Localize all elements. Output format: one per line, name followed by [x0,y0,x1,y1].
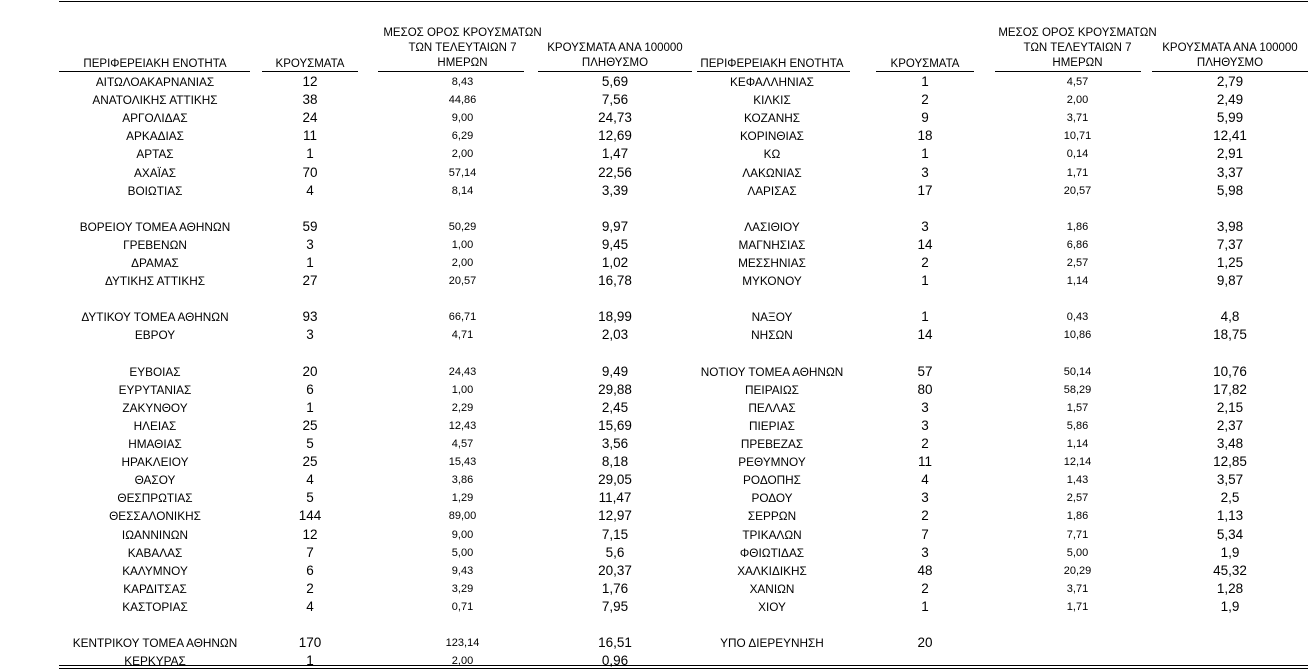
cell-cases [260,616,360,634]
cell-cases: 57 [917,363,933,379]
cell-avg: 8,43 [451,76,474,88]
cell-cases: 6 [306,381,314,397]
cell-region: ΔΡΑΜΑΣ [131,256,179,270]
header-per100k-line2: ΠΛΗΘΥΣΜΟ [1196,57,1264,69]
cell-cases: 1 [306,146,314,162]
cell-region: ΔΥΤΙΚΟΥ ΤΟΜΕΑ ΑΘΗΝΩΝ [81,310,229,325]
cell-per100k [1150,616,1310,634]
cell-avg: 50,14 [1063,365,1092,378]
cell-per100k: 0,96 [601,653,629,669]
cell-per100k: 3,39 [601,182,629,198]
cell-per100k: 2,15 [1216,399,1244,415]
cell-region: ΖΑΚΥΝΘΟΥ [122,400,188,415]
cell-per100k: 3,98 [1216,218,1244,234]
cell-avg: 2,57 [1066,257,1089,269]
cell-cases: 24 [302,110,318,126]
cell-region: ΡΟΔΟΠΗΣ [743,473,801,488]
cell-per100k: 9,45 [601,236,629,252]
cell-cases [260,200,360,218]
cell-per100k: 7,95 [601,598,629,614]
cell-avg: 6,29 [451,130,474,143]
cell-cases: 7 [921,526,929,542]
cell-per100k [1150,200,1310,218]
cell-avg: 58,29 [1063,383,1092,396]
cell-cases: 3 [306,327,314,343]
cell-per100k: 1,9 [1220,544,1240,560]
cell-per100k: 22,56 [598,164,632,180]
cell-avg: 20,57 [448,275,477,288]
header-underline-right-region [697,71,850,72]
cell-per100k: 12,85 [1213,454,1247,470]
cell-per100k: 29,05 [598,472,632,488]
cell-region: ΝΗΣΩΝ [751,328,793,343]
cell-per100k: 2,03 [601,327,629,343]
cell-avg: 5,86 [1066,419,1089,432]
cell-cases: 2 [306,580,314,596]
cell-region [60,290,250,308]
cell-region: ΑΧΑΪΑΣ [133,165,177,180]
cell-region: ΤΡΙΚΑΛΩΝ [742,527,802,542]
cell-cases: 11 [917,454,932,470]
cell-per100k: 16,78 [598,273,632,289]
cell-per100k: 1,13 [1216,508,1244,524]
cell-per100k: 18,99 [598,309,632,325]
cell-avg: 0,14 [1066,148,1089,161]
cell-cases: 20 [917,635,933,651]
cell-region [697,616,847,634]
cell-cases: 12 [302,526,318,542]
header-underline-left-region [59,71,250,72]
cell-avg: 1,71 [1066,166,1089,179]
cell-cases: 14 [917,236,933,252]
cell-per100k [1150,634,1310,652]
cell-region: ΦΘΙΩΤΙΔΑΣ [739,545,805,560]
cell-region: ΚΑΣΤΟΡΙΑΣ [122,599,188,614]
header-region: ΠΕΡΙΦΕΡΕΙΑΚΗ ΕΝΟΤΗΤΑ [700,58,844,70]
header-avg-line2: ΤΩΝ ΤΕΛΕΥΤΑΙΩΝ 7 [1023,42,1132,54]
cell-cases: 27 [302,273,318,289]
cell-avg: 4,57 [451,438,474,450]
cell-region: ΜΥΚΟΝΟΥ [742,274,802,289]
cell-avg: 0,71 [451,600,474,613]
cell-cases: 3 [306,236,314,252]
cell-cases: 25 [302,417,318,433]
cell-per100k: 1,25 [1216,255,1244,270]
cell-region: ΠΡΕΒΕΖΑΣ [740,437,804,451]
cell-avg: 12,43 [448,419,477,432]
cell-per100k: 29,88 [598,381,632,397]
cell-avg: 5,00 [1066,546,1089,559]
cell-region: ΣΕΡΡΩΝ [747,509,797,524]
cell-region: ΔΥΤΙΚΗΣ ΑΤΤΙΚΗΣ [104,274,206,289]
cell-avg: 20,29 [1063,564,1092,577]
cell-cases: 80 [917,381,933,397]
cell-region: ΑΙΤΩΛΟΑΚΑΡΝΑΝΙΑΣ [95,75,215,89]
cell-cases: 7 [306,544,314,560]
cell-region: ΠΙΕΡΙΑΣ [749,418,795,433]
cell-per100k: 7,37 [1216,236,1244,252]
cell-cases: 4 [306,472,314,488]
cell-per100k: 11,47 [598,490,632,506]
cell-cases: 144 [298,508,322,524]
cell-region: ΓΡΕΒΕΝΩΝ [123,237,187,252]
cell-per100k: 2,5 [1220,490,1240,506]
table-bottom-border [59,665,1308,666]
header-underline-left-avg [378,71,524,72]
cell-region: ΘΑΣΟΥ [134,473,176,488]
cell-region [697,200,847,218]
cell-region: ΗΜΑΘΙΑΣ [128,437,182,451]
cell-region: ΑΡΚΑΔΙΑΣ [126,129,184,144]
cell-per100k: 2,79 [1216,74,1244,89]
cell-region: ΘΕΣΠΡΩΤΙΑΣ [117,491,193,506]
cell-cases: 1 [306,653,314,669]
cell-per100k: 8,18 [601,454,629,470]
cell-cases: 1 [306,399,314,415]
cell-cases [260,345,360,363]
cell-per100k: 7,15 [601,526,629,542]
cell-cases: 1 [306,255,314,270]
cell-avg: 7,71 [1066,528,1089,541]
cell-per100k: 9,49 [601,363,629,379]
cell-per100k [535,616,695,634]
cell-avg: 3,71 [1066,582,1089,595]
cell-cases [875,616,975,634]
cell-cases: 1 [921,598,929,614]
cell-per100k: 10,76 [1213,363,1247,379]
cell-avg: 10,71 [1063,130,1092,143]
header-per100k-line1: ΚΡΟΥΣΜΑΤΑ ΑΝΑ 100000 [1162,42,1298,54]
cell-per100k: 2,45 [601,399,629,415]
cell-region: ΚΑΒΑΛΑΣ [127,545,183,560]
cell-avg: 1,00 [451,383,474,396]
cell-region: ΛΑΣΙΘΙΟΥ [744,219,800,234]
cell-region: ΠΕΛΛΑΣ [748,400,796,415]
cell-avg: 1,71 [1066,600,1089,613]
cell-cases: 3 [921,417,929,433]
cell-per100k [1150,345,1310,363]
cell-region: ΚΙΛΚΙΣ [753,93,791,108]
cell-cases: 38 [302,92,318,108]
cell-avg: 1,29 [451,492,474,505]
cell-avg: 123,14 [445,637,480,650]
cell-region: ΛΑΚΩΝΙΑΣ [742,165,802,180]
header-avg-line3: ΗΜΕΡΩΝ [437,57,488,69]
cell-per100k: 5,98 [1216,182,1244,198]
cell-region: ΒΟΙΩΤΙΑΣ [127,183,183,198]
cell-cases: 3 [921,544,929,560]
cell-per100k: 7,56 [601,92,629,108]
cell-region: ΗΡΑΚΛΕΙΟΥ [121,455,189,470]
cell-cases: 2 [921,436,929,451]
cell-avg: 2,00 [1066,94,1089,107]
cell-per100k: 1,28 [1216,580,1244,596]
cell-per100k: 2,37 [1216,417,1244,433]
cell-per100k: 2,49 [1216,92,1244,108]
header-cases: ΚΡΟΥΣΜΑΤΑ [275,58,345,70]
cell-cases: 2 [921,92,929,108]
cell-cases: 170 [298,635,322,651]
cell-cases [875,200,975,218]
cell-region [60,345,250,363]
cell-per100k: 9,87 [1216,273,1244,289]
cell-region: ΕΥΡΥΤΑΝΙΑΣ [118,382,192,397]
cell-per100k: 3,57 [1216,472,1244,488]
cell-cases: 9 [921,110,929,126]
cell-avg: 8,14 [451,184,474,197]
cell-per100k: 5,6 [605,544,625,560]
cell-per100k [535,345,695,363]
cell-cases: 3 [921,399,929,415]
cell-region: ΚΑΛΥΜΝΟΥ [122,563,188,578]
cell-avg [380,290,545,308]
cell-per100k: 16,51 [598,635,632,651]
cell-cases: 4 [306,182,314,198]
header-avg-line1: ΜΕΣΟΣ ΟΡΟΣ ΚΡΟΥΣΜΑΤΩΝ [383,27,542,39]
cell-per100k: 1,9 [1220,598,1240,614]
cell-per100k: 12,69 [598,128,632,144]
cell-avg: 3,71 [1066,112,1089,125]
cell-per100k: 2,91 [1216,146,1244,162]
cell-per100k [535,290,695,308]
cell-region: ΡΕΘΥΜΝΟΥ [738,455,806,470]
cell-region: ΚΕΝΤΡΙΚΟΥ ΤΟΜΕΑ ΑΘΗΝΩΝ [72,636,238,651]
cell-avg: 2,29 [451,401,474,414]
cell-cases: 3 [921,164,929,180]
cell-per100k: 1,02 [601,255,629,270]
cell-avg: 0,43 [1066,311,1089,324]
cell-avg: 5,00 [451,546,474,559]
cell-region: ΙΩΑΝΝΙΝΩΝ [121,527,189,542]
cell-avg: 1,86 [1066,220,1089,233]
cell-avg: 1,57 [1066,401,1089,414]
cell-avg: 9,00 [451,528,474,541]
cell-per100k: 3,48 [1216,436,1244,451]
cell-per100k: 24,73 [598,110,632,126]
cell-region: ΒΟΡΕΙΟΥ ΤΟΜΕΑ ΑΘΗΝΩΝ [79,219,231,234]
cell-avg: 20,57 [1063,184,1092,197]
cell-region: ΜΕΣΣΗΝΙΑΣ [738,256,806,270]
cell-region: ΗΛΕΙΑΣ [133,418,177,433]
cell-region: ΚΑΡΔΙΤΣΑΣ [123,581,187,596]
cell-region: ΡΟΔΟΥ [751,491,793,506]
cell-per100k: 20,37 [598,562,632,578]
cell-avg: 4,71 [451,329,474,342]
cell-cases [875,345,975,363]
header-avg-line2: ΤΩΝ ΤΕΛΕΥΤΑΙΩΝ 7 [408,42,517,54]
cell-region: ΚΩ [763,147,781,162]
cell-avg: 10,86 [1063,329,1092,342]
cell-region: ΛΑΡΙΣΑΣ [747,183,797,198]
cell-per100k: 15,69 [598,417,632,433]
cell-cases: 93 [302,309,318,325]
cell-avg [380,345,545,363]
cell-avg [380,616,545,634]
header-underline-left-per100k [538,71,692,72]
cell-avg: 9,43 [451,564,474,577]
cell-avg: 89,00 [448,510,477,523]
cell-per100k: 45,32 [1213,562,1247,578]
cell-cases [260,290,360,308]
cell-avg [995,290,1160,308]
cell-cases: 2 [921,580,929,596]
cell-avg: 4,57 [1066,76,1089,88]
cell-region: ΘΕΣΣΑΛΟΝΙΚΗΣ [109,509,201,524]
cell-cases: 5 [306,436,314,451]
cell-avg [995,200,1160,218]
cell-region: ΕΥΒΟΙΑΣ [129,364,181,379]
cell-cases: 3 [921,490,929,506]
cell-avg: 2,00 [451,655,474,668]
cell-per100k: 1,76 [601,580,629,596]
cell-region: ΑΡΓΟΛΙΔΑΣ [122,111,188,126]
cell-per100k: 3,37 [1216,164,1244,180]
cell-cases: 3 [921,218,929,234]
cell-per100k: 17,82 [1213,381,1247,397]
cell-region: ΠΕΙΡΑΙΩΣ [745,382,799,397]
cell-avg: 1,43 [1066,474,1089,487]
cell-cases: 11 [302,128,317,144]
cell-per100k: 1,47 [601,146,629,162]
cell-cases: 14 [917,327,933,343]
cell-cases [875,290,975,308]
header-underline-right-per100k [1152,71,1308,72]
cell-avg: 24,43 [448,365,477,378]
cell-per100k: 3,56 [601,436,629,451]
cell-avg: 12,14 [1063,456,1092,469]
cell-avg: 9,00 [451,112,474,125]
header-underline-right-avg [995,71,1141,72]
cell-per100k: 5,69 [601,74,629,89]
cell-avg: 3,29 [451,582,474,595]
header-underline-left-cases [262,71,358,72]
cell-region [60,616,250,634]
cell-region: ΑΡΤΑΣ [136,147,174,162]
cell-cases: 2 [921,508,929,524]
cell-region: ΧΑΛΚΙΔΙΚΗΣ [737,563,807,578]
cell-cases: 4 [921,472,929,488]
cell-region: ΚΕΦΑΛΛΗΝΙΑΣ [730,75,814,89]
cell-per100k: 9,97 [601,218,629,234]
cell-region: ΚΟΖΑΝΗΣ [743,111,801,126]
header-cases: ΚΡΟΥΣΜΑΤΑ [890,58,960,70]
cell-region [697,290,847,308]
cell-avg [995,345,1160,363]
cell-per100k: 4,8 [1220,309,1240,325]
cell-avg: 57,14 [448,166,477,179]
cell-cases: 59 [302,218,318,234]
cell-cases: 6 [306,562,314,578]
cell-region: ΜΑΓΝΗΣΙΑΣ [738,237,806,252]
cell-cases: 1 [921,146,929,162]
cell-region: ΥΠΟ ΔΙΕΡΕΥΝΗΣΗ [720,636,824,651]
cell-cases: 5 [306,490,314,506]
cell-cases: 1 [921,273,929,289]
cell-avg: 6,86 [1066,238,1089,251]
header-per100k-line2: ΠΛΗΘΥΣΜΟ [581,57,649,69]
cell-per100k: 18,75 [1213,327,1247,343]
header-per100k-line1: ΚΡΟΥΣΜΑΤΑ ΑΝΑ 100000 [547,42,683,54]
cell-avg: 3,86 [451,474,474,487]
cell-avg: 1,14 [1066,438,1089,450]
cell-per100k: 12,97 [598,508,632,524]
cell-cases: 48 [917,562,933,578]
cell-avg: 66,71 [448,311,477,324]
cell-region: ΕΒΡΟΥ [134,328,176,343]
cell-cases: 70 [302,164,318,180]
cell-avg: 44,86 [448,94,477,107]
cell-cases: 17 [917,182,933,198]
cell-cases: 12 [302,74,318,89]
cell-avg: 2,00 [451,148,474,161]
header-region: ΠΕΡΙΦΕΡΕΙΑΚΗ ΕΝΟΤΗΤΑ [83,58,227,70]
cell-avg: 2,00 [451,257,474,269]
cell-region: ΚΟΡΙΝΘΙΑΣ [740,129,804,144]
cell-region: ΧΙΟΥ [758,599,786,614]
cell-avg [995,634,1160,652]
cell-cases: 20 [302,363,318,379]
cell-region: ΧΑΝΙΩΝ [749,581,795,596]
cell-cases: 2 [921,255,929,270]
cell-per100k: 5,99 [1216,110,1244,126]
cell-region [60,200,250,218]
cell-cases: 4 [306,598,314,614]
cell-per100k: 5,34 [1216,526,1244,542]
cell-avg: 15,43 [448,456,477,469]
cell-cases: 1 [921,74,929,89]
cell-region: ΑΝΑΤΟΛΙΚΗΣ ΑΤΤΙΚΗΣ [92,93,218,108]
cell-avg: 1,14 [1066,275,1089,288]
header-avg-line3: ΗΜΕΡΩΝ [1052,57,1103,69]
cell-cases: 25 [302,454,318,470]
cell-per100k [1150,290,1310,308]
cell-avg: 1,00 [451,238,474,251]
cell-avg [995,616,1160,634]
cell-region: ΝΟΤΙΟΥ ΤΟΜΕΑ ΑΘΗΝΩΝ [700,364,844,379]
cell-avg: 50,29 [448,220,477,233]
cell-avg: 1,86 [1066,510,1089,523]
cell-region [697,345,847,363]
cell-avg: 2,57 [1066,492,1089,505]
table-top-border [59,1,1308,2]
cell-per100k [535,200,695,218]
cell-cases: 18 [917,128,933,144]
cell-avg [380,200,545,218]
cell-per100k: 12,41 [1213,128,1247,144]
header-avg-line1: ΜΕΣΟΣ ΟΡΟΣ ΚΡΟΥΣΜΑΤΩΝ [998,27,1157,39]
cell-cases: 1 [921,309,929,325]
header-underline-right-cases [876,71,974,72]
cell-region: ΚΕΡΚΥΡΑΣ [124,654,186,669]
cell-region: ΝΑΞΟΥ [751,310,793,325]
